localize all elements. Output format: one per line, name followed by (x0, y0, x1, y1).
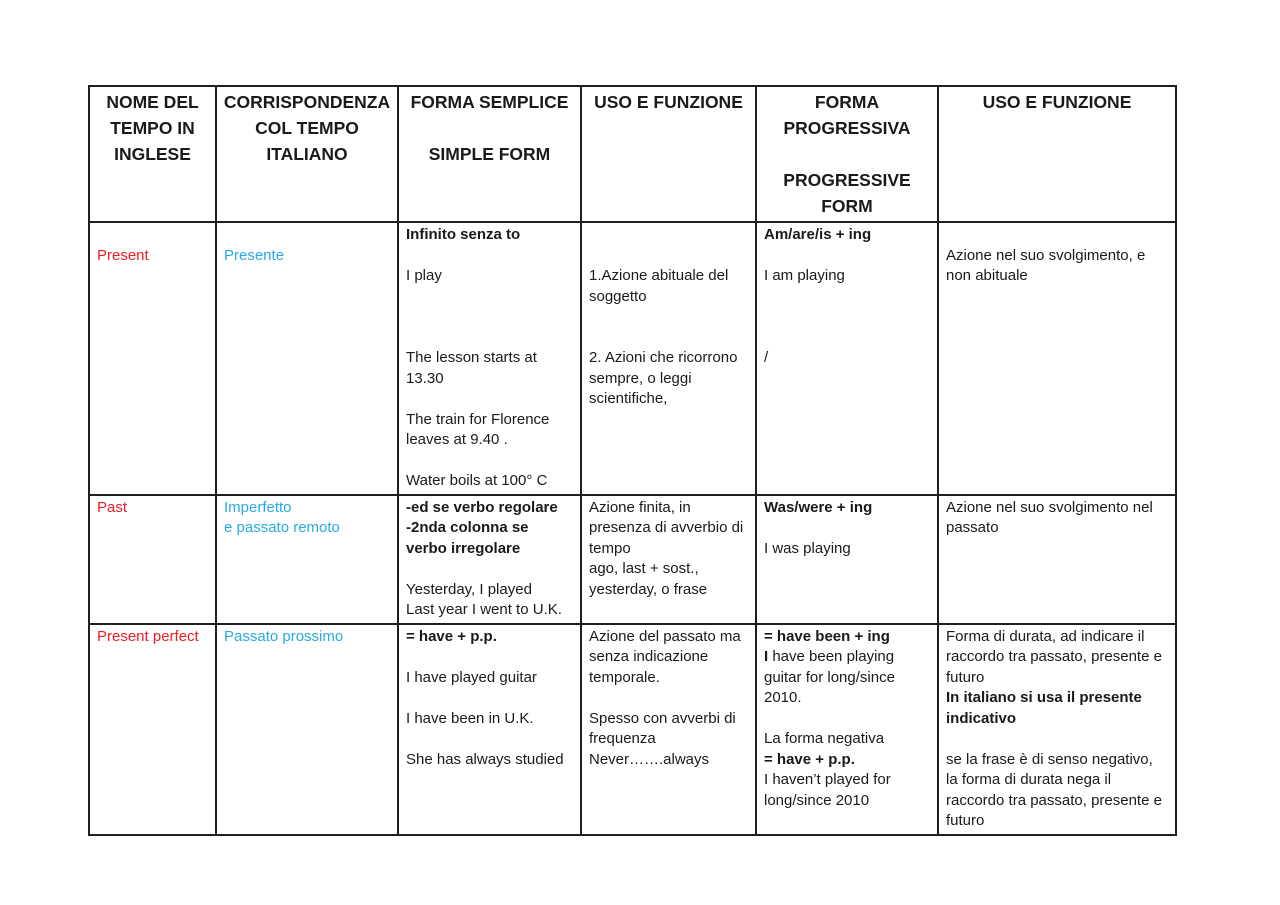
paragraph: e passato remoto (224, 519, 340, 536)
cell-present-perfect-col5 (938, 624, 1176, 835)
paragraph: Present perfect (97, 627, 199, 645)
header-line: ITALIANO (266, 144, 348, 164)
paragraph: Azione nel suo svolgimento, e non abituale (946, 246, 1146, 284)
paragraph (764, 287, 930, 308)
column-header-uso-e-funzione-semplice (581, 86, 756, 222)
paragraph: I have played guitar (406, 668, 537, 686)
paragraph (589, 246, 748, 267)
column-header-nome-del-tempo-in-inglese (89, 86, 216, 222)
paragraph (406, 246, 573, 267)
paragraph (406, 647, 573, 668)
paragraph (764, 328, 930, 349)
paragraph: Past (97, 498, 128, 516)
paragraph: I was playing (764, 539, 851, 557)
paragraph: She has always studied (406, 750, 564, 768)
paragraph: La forma negativa (764, 730, 885, 747)
paragraph (764, 709, 930, 730)
header-line: CORRISPONDENZA (223, 92, 391, 112)
table-row-present-perfect (89, 624, 1176, 835)
cell-present-col3 (581, 222, 756, 495)
column-header-uso-e-funzione-progressiva (938, 86, 1176, 222)
paragraph (406, 328, 573, 349)
paragraph: Last year I went to U.K. (406, 601, 562, 618)
header-line (403, 115, 576, 141)
paragraph: yesterday, o frase (589, 580, 708, 598)
cell-past-col4 (756, 495, 938, 624)
paragraph (406, 451, 573, 472)
paragraph (224, 225, 390, 246)
header-line: FORM (821, 196, 873, 216)
header-line: COL TEMPO (255, 118, 359, 138)
paragraph (406, 287, 573, 308)
cell-past-col2 (398, 495, 581, 624)
header-line: USO E FUNZIONE (982, 92, 1132, 112)
paragraph (589, 307, 748, 328)
header-line: SIMPLE FORM (428, 144, 551, 164)
paragraph: I have been in U.K. (406, 709, 534, 727)
paragraph: ago, last + sost., (589, 560, 699, 577)
paragraph: In italiano si usa il presente indicativo (946, 689, 1142, 727)
cell-present-perfect-col3 (581, 624, 756, 835)
paragraph: Passato prossimo (224, 627, 344, 645)
paragraph: se la frase è di senso negativo, la forma di durata nega il raccordo tra passato, presente e futuro (946, 750, 1162, 829)
paragraph: Water boils at 100° C (406, 472, 548, 489)
header-line: FORMA SEMPLICE (410, 92, 569, 112)
cell-present-col0 (89, 222, 216, 495)
cell-present-perfect-col2 (398, 624, 581, 835)
paragraph (764, 647, 930, 709)
cell-present-col5 (938, 222, 1176, 495)
text-run: have been playing guitar for long/since 2010. (764, 648, 895, 706)
column-header-corrispondenza-col-tempo-italiano (216, 86, 398, 222)
paragraph: 2. Azioni che ricorrono sempre, o leggi scientifiche, (589, 349, 738, 407)
paragraph (406, 307, 573, 328)
header-line: PROGRESSIVE (783, 170, 911, 190)
paragraph: I am playing (764, 267, 845, 284)
paragraph: Presente (224, 246, 285, 264)
paragraph: Forma di durata, ad indicare il raccordo tra passato, presente e futuro (946, 627, 1162, 686)
cell-present-perfect-col4 (756, 624, 938, 835)
paragraph: -2nda colonna se verbo irregolare (406, 519, 529, 557)
paragraph: Yesterday, I played (406, 580, 532, 598)
paragraph: -ed se verbo regolare (406, 498, 558, 516)
paragraph (406, 559, 573, 580)
cell-present-perfect-col1 (216, 624, 398, 835)
paragraph (764, 518, 930, 539)
paragraph (406, 729, 573, 750)
column-header-forma-semplice (398, 86, 581, 222)
paragraph: I haven’t played for long/since 2010 (764, 771, 891, 809)
cell-present-col2 (398, 222, 581, 495)
header-line (761, 141, 933, 167)
text-run: I (764, 648, 769, 665)
table-header-row (89, 86, 1176, 222)
paragraph: Azione nel suo svolgimento nel passato (946, 498, 1153, 536)
column-header-forma-progressiva (756, 86, 938, 222)
header-line: PROGRESSIVA (783, 118, 911, 138)
paragraph: Am/are/is + ing (764, 226, 872, 243)
paragraph: Azione del passato ma senza indicazione temporale. (589, 627, 741, 686)
header-line: NOME DEL (106, 92, 199, 112)
cell-past-col3 (581, 495, 756, 624)
paragraph: Azione finita, in presenza di avverbio di tempo (589, 498, 744, 557)
cell-present-perfect-col0 (89, 624, 216, 835)
verb-tenses-table (88, 85, 1177, 836)
paragraph: I play (406, 267, 442, 284)
table-row-present (89, 222, 1176, 495)
header-line: INGLESE (114, 144, 191, 164)
cell-present-col4 (756, 222, 938, 495)
paragraph (406, 688, 573, 709)
paragraph: The lesson starts at 13.30 (406, 349, 537, 387)
paragraph: Never…….always (589, 750, 710, 768)
paragraph: Present (97, 246, 149, 264)
paragraph: Was/were + ing (764, 498, 873, 516)
paragraph: 1.Azione abituale del soggetto (589, 267, 729, 305)
paragraph (946, 729, 1168, 750)
cell-past-col1 (216, 495, 398, 624)
paragraph: The train for Florence leaves at 9.40 . (406, 410, 550, 448)
paragraph (589, 688, 748, 709)
header-line: FORMA (814, 92, 880, 112)
paragraph: / (764, 349, 769, 366)
paragraph: = have + p.p. (406, 627, 497, 645)
paragraph (946, 225, 1168, 246)
table-row-past (89, 495, 1176, 624)
paragraph: Imperfetto (224, 498, 292, 516)
paragraph: = have + p.p. (764, 750, 855, 768)
header-line: TEMPO IN (110, 118, 195, 138)
paragraph (589, 225, 748, 246)
cell-present-col1 (216, 222, 398, 495)
paragraph: Spesso con avverbi di frequenza (589, 709, 736, 747)
paragraph (97, 225, 208, 246)
paragraph (764, 307, 930, 328)
cell-past-col0 (89, 495, 216, 624)
paragraph: = have been + ing (764, 627, 890, 645)
paragraph (764, 246, 930, 267)
paragraph: Infinito senza to (406, 226, 521, 243)
paragraph (406, 389, 573, 410)
paragraph (589, 328, 748, 349)
header-line: USO E FUNZIONE (594, 92, 743, 112)
cell-past-col5 (938, 495, 1176, 624)
